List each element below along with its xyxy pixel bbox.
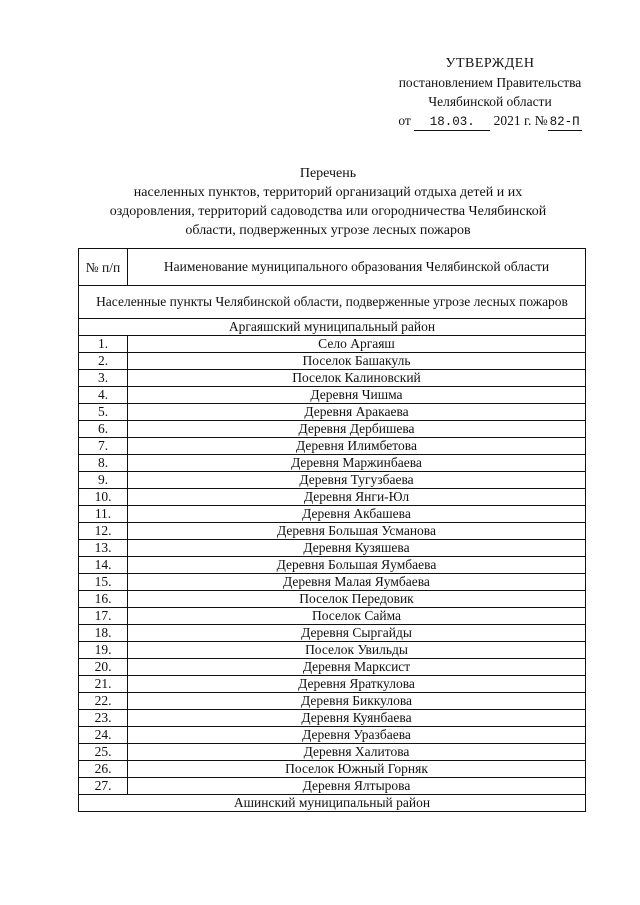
table-row — [79, 591, 586, 608]
row-settlement-name: Поселок Сайма — [128, 608, 586, 625]
row-settlement-name: Поселок Увильды — [128, 642, 586, 659]
table-row — [79, 472, 586, 489]
approval-year: 2021 г. № — [493, 113, 548, 128]
row-number: 7. — [79, 438, 128, 455]
approved-heading: УТВЕРЖДЕН — [445, 56, 535, 71]
row-settlement-name: Деревня Кузяшева — [128, 540, 586, 557]
row-number: 3. — [79, 370, 128, 387]
row-settlement-name: Деревня Дербишева — [128, 421, 586, 438]
approval-from: от — [398, 113, 411, 128]
row-number: 20. — [79, 659, 128, 676]
row-number: 6. — [79, 421, 128, 438]
row-settlement-name: Деревня Аракаева — [128, 404, 586, 421]
table-row — [79, 540, 586, 557]
approval-number: 82-П — [549, 115, 580, 129]
row-settlement-name: Деревня Ялтырова — [128, 778, 586, 795]
row-settlement-name: Деревня Марксист — [128, 659, 586, 676]
table-row — [79, 336, 586, 353]
row-number: 24. — [79, 727, 128, 744]
row-number: 21. — [79, 676, 128, 693]
approval-date: 18.03. — [414, 115, 490, 131]
title-line-2: населенных пунктов, территорий организаций отдыха детей и их — [133, 185, 523, 200]
row-settlement-name: Деревня Большая Усманова — [128, 523, 586, 540]
row-number: 14. — [79, 557, 128, 574]
row-settlement-name: Деревня Тугузбаева — [128, 472, 586, 489]
table-row — [79, 727, 586, 744]
row-settlement-name: Деревня Илимбетова — [128, 438, 586, 455]
row-number: 27. — [79, 778, 128, 795]
row-settlement-name: Деревня Акбашева — [128, 506, 586, 523]
row-settlement-name: Поселок Башакуль — [128, 353, 586, 370]
row-number: 23. — [79, 710, 128, 727]
row-settlement-name: Деревня Малая Яумбаева — [128, 574, 586, 591]
row-number: 26. — [79, 761, 128, 778]
table-header-row — [79, 249, 586, 286]
table-row — [79, 523, 586, 540]
row-number: 17. — [79, 608, 128, 625]
row-number: 16. — [79, 591, 128, 608]
table-row — [79, 438, 586, 455]
header-num: № п/п — [79, 249, 128, 286]
table-row — [79, 659, 586, 676]
row-number: 1. — [79, 336, 128, 353]
row-number: 10. — [79, 489, 128, 506]
district-row — [79, 795, 586, 812]
table-row — [79, 455, 586, 472]
table-row — [79, 642, 586, 659]
row-number: 18. — [79, 625, 128, 642]
table-row — [79, 761, 586, 778]
table-row — [79, 693, 586, 710]
row-number: 19. — [79, 642, 128, 659]
settlements-table — [78, 248, 586, 812]
table-row — [79, 387, 586, 404]
row-settlement-name: Село Аргаяш — [128, 336, 586, 353]
table-row — [79, 608, 586, 625]
approval-date-line — [380, 111, 600, 131]
approval-block — [380, 54, 600, 131]
table-row — [79, 421, 586, 438]
row-settlement-name: Деревня Большая Яумбаева — [128, 557, 586, 574]
table-row — [79, 353, 586, 370]
row-settlement-name: Деревня Маржинбаева — [128, 455, 586, 472]
row-settlement-name: Деревня Куянбаева — [128, 710, 586, 727]
row-settlement-name: Деревня Сыргайды — [128, 625, 586, 642]
title-line-4: области, подверженных угрозе лесных пожаров — [185, 223, 471, 238]
row-settlement-name: Поселок Передовик — [128, 591, 586, 608]
title-line-1: Перечень — [299, 166, 357, 181]
table-row — [79, 676, 586, 693]
row-settlement-name: Деревня Уразбаева — [128, 727, 586, 744]
district-row — [79, 319, 586, 336]
approval-line-2: Челябинской области — [428, 94, 552, 109]
row-number: 13. — [79, 540, 128, 557]
row-number: 4. — [79, 387, 128, 404]
row-settlement-name: Деревня Яраткулова — [128, 676, 586, 693]
district-asha: Ашинский муниципальный район — [79, 795, 586, 812]
section-title: Населенные пункты Челябинской области, подверженные угрозе лесных пожаров — [79, 286, 586, 319]
table-row — [79, 489, 586, 506]
row-number: 8. — [79, 455, 128, 472]
row-number: 12. — [79, 523, 128, 540]
table-row — [79, 370, 586, 387]
table-row — [79, 404, 586, 421]
row-number: 9. — [79, 472, 128, 489]
row-number: 2. — [79, 353, 128, 370]
table-row — [79, 778, 586, 795]
district-argayash: Аргаяшский муниципальный район — [79, 319, 586, 336]
row-settlement-name: Деревня Янги-Юл — [128, 489, 586, 506]
row-settlement-name: Деревня Чишма — [128, 387, 586, 404]
table-row — [79, 557, 586, 574]
row-settlement-name: Поселок Калиновский — [128, 370, 586, 387]
table-row — [79, 506, 586, 523]
row-number: 22. — [79, 693, 128, 710]
approval-line-1: постановлением Правительства — [398, 75, 582, 90]
header-name: Наименование муниципального образования Челябинской области — [128, 249, 586, 286]
row-number: 11. — [79, 506, 128, 523]
row-number: 5. — [79, 404, 128, 421]
section-row — [79, 286, 586, 319]
row-settlement-name: Поселок Южный Горняк — [128, 761, 586, 778]
row-number: 25. — [79, 744, 128, 761]
row-settlement-name: Деревня Халитова — [128, 744, 586, 761]
table-row — [79, 744, 586, 761]
table-row — [79, 574, 586, 591]
document-title — [60, 164, 596, 240]
table-row — [79, 710, 586, 727]
row-number: 15. — [79, 574, 128, 591]
title-line-3: оздоровления, территорий садоводства или огородничества Челябинской — [109, 204, 547, 219]
row-settlement-name: Деревня Биккулова — [128, 693, 586, 710]
table-row — [79, 625, 586, 642]
